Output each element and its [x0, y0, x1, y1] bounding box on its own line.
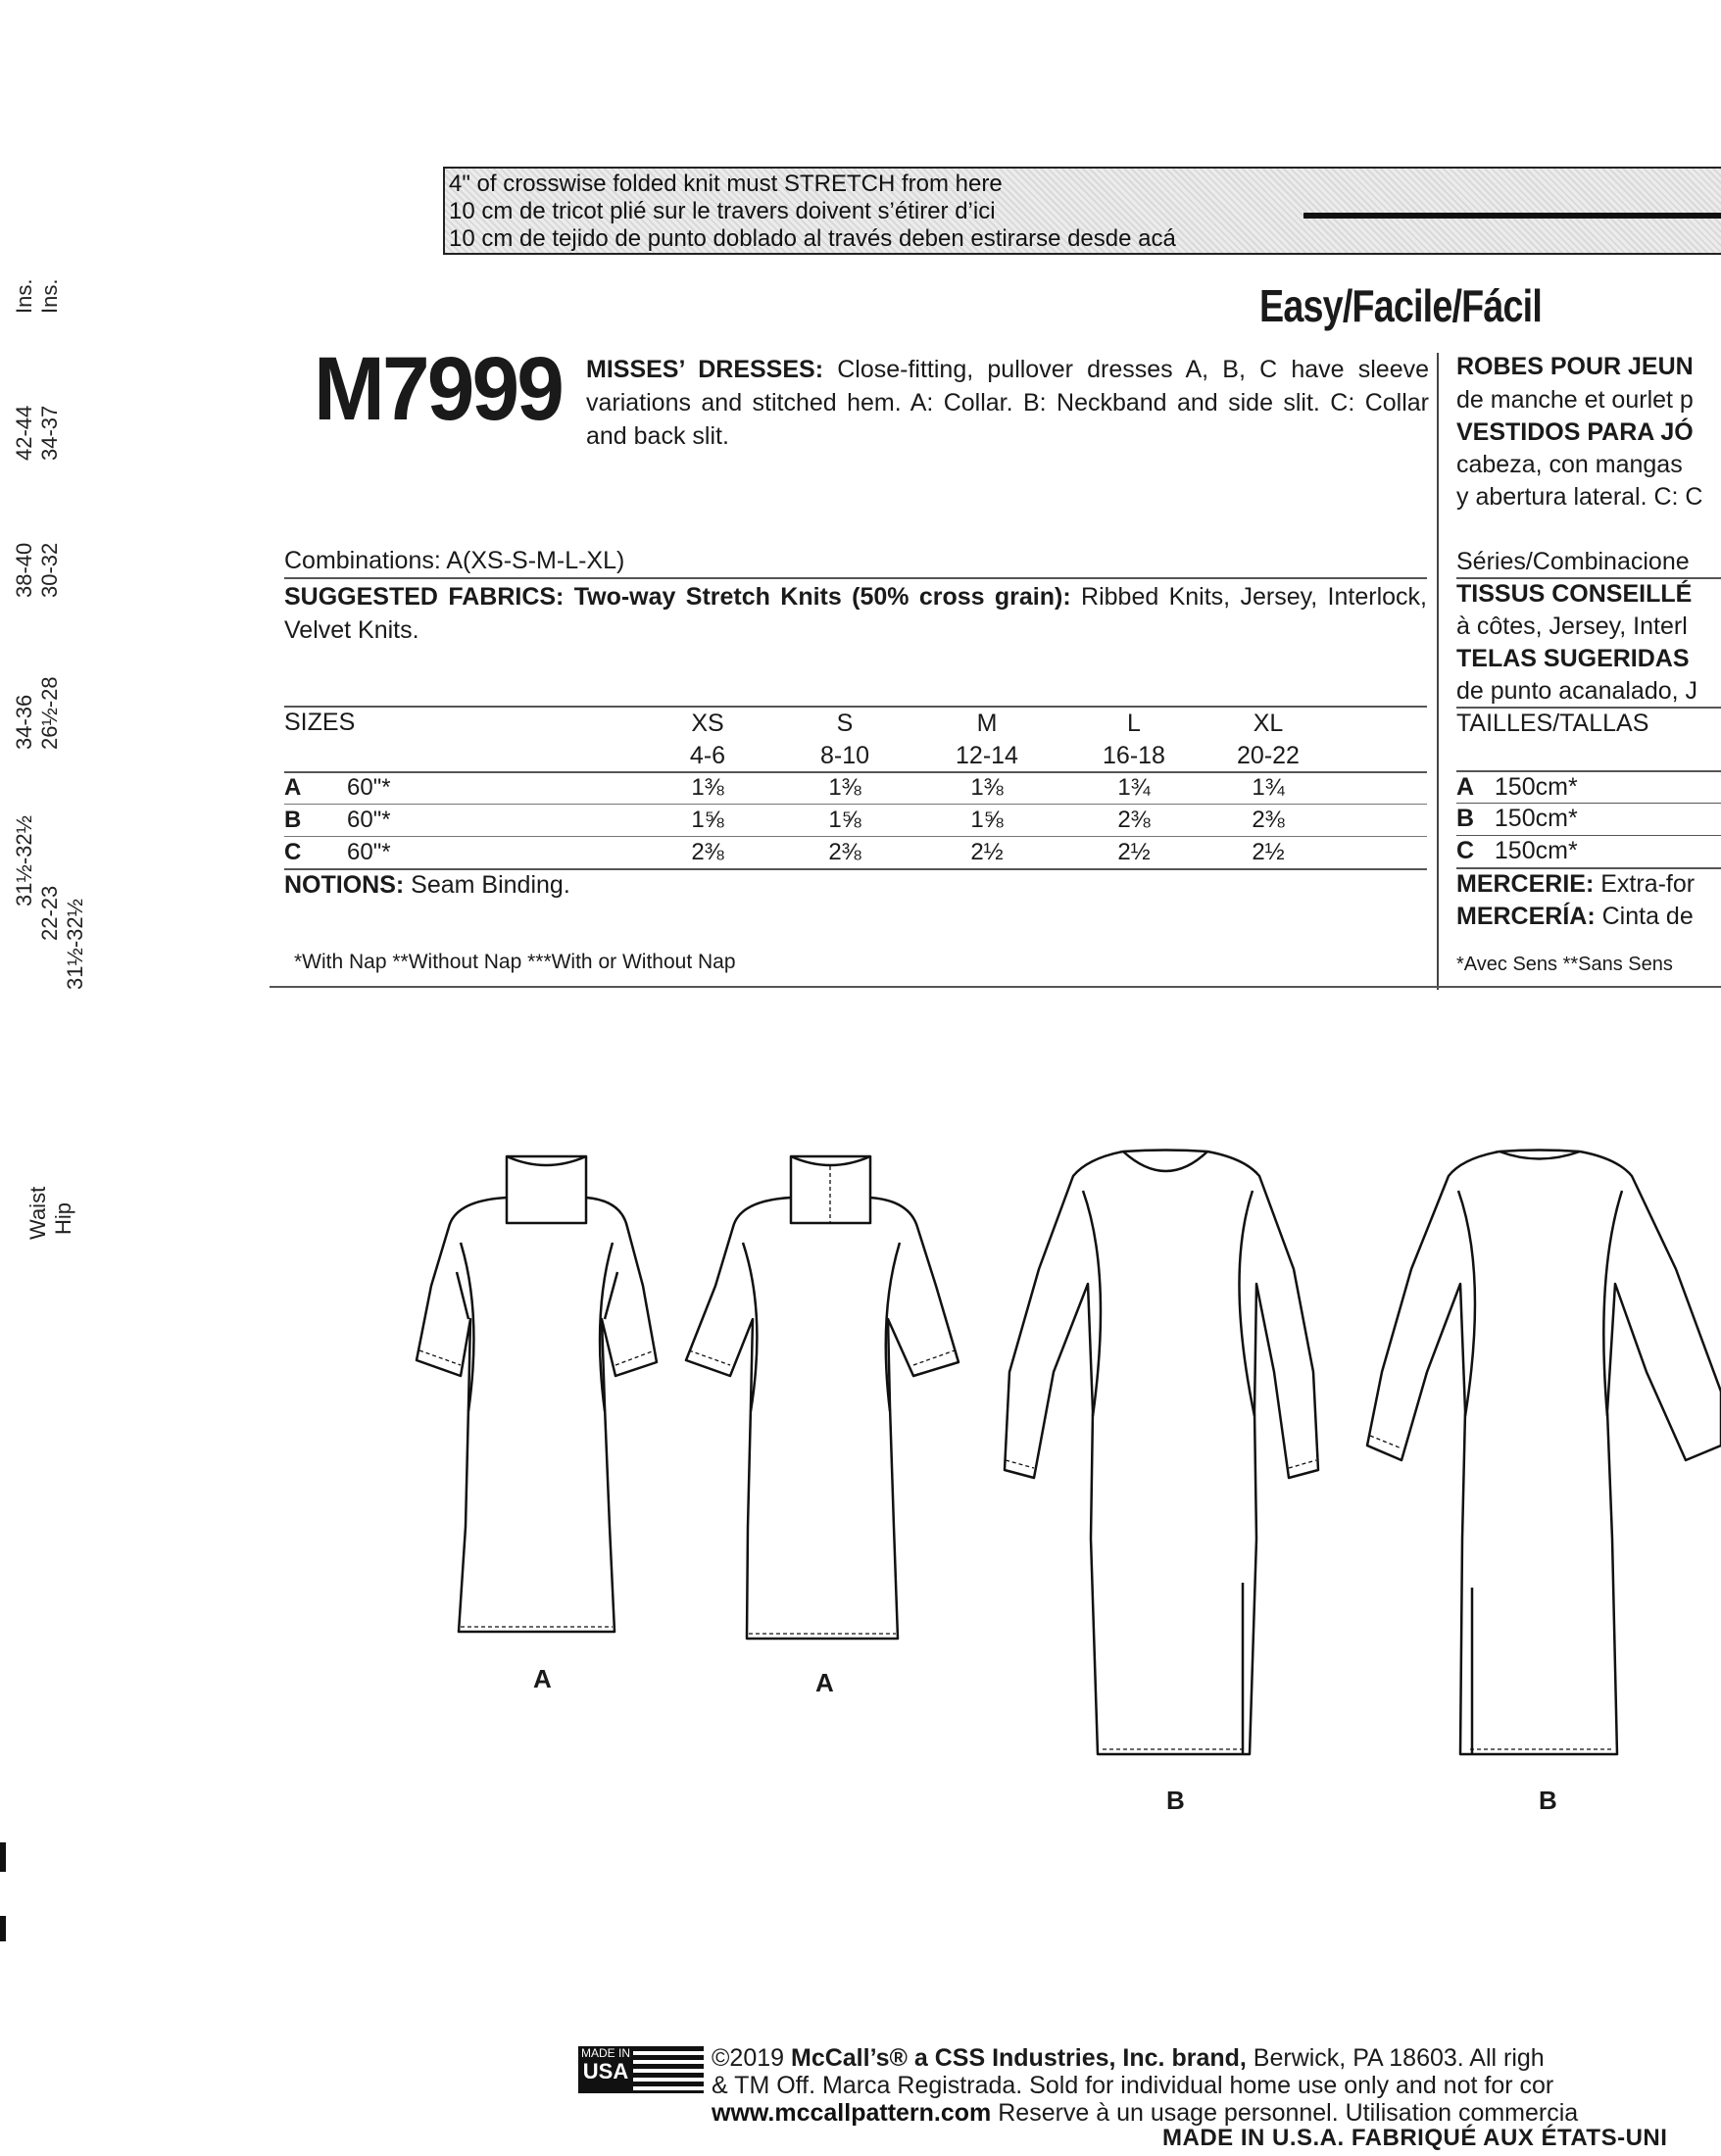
- es-fabrics: TELAS SUGERIDAS: [1456, 645, 1690, 672]
- description-body: Close-fitting, pullover dresses A, B, C have sleeve variations and stitched hem. A: Collar. B: Neckband and side slit. C: Collar and back slit.: [586, 356, 1430, 450]
- fr-nap-note: *Avec Sens **Sans Sens: [1456, 954, 1673, 975]
- size-col-l: L 16-18: [1103, 710, 1165, 769]
- dress-a-front: [417, 1156, 657, 1632]
- measurement-value: 31½-32½: [63, 899, 87, 990]
- fr-size-row: C 150cm*: [1456, 837, 1578, 864]
- measurement-value: 34-37: [37, 405, 62, 461]
- figure-label-a-front: A: [533, 1664, 552, 1693]
- size-row-b: B 60"* 1⅝ 1⅝ 1⅝ 2⅜ 2⅜: [284, 807, 1285, 833]
- stretch-text-es: 10 cm de tejido de punto doblado al través deben estirarse desde acá: [449, 225, 1176, 252]
- made-in-usa-line: MADE IN U.S.A. FABRIQUÉ AUX ÉTATS-UNI: [1162, 2125, 1668, 2151]
- fr-title: ROBES POUR JEUN: [1456, 353, 1694, 380]
- fr-fabrics-list: à côtes, Jersey, Interl: [1456, 612, 1688, 640]
- measurement-value: 34-36: [12, 694, 36, 750]
- fr-size-row: A 150cm*: [1456, 773, 1578, 801]
- waist-label: Waist: [25, 1186, 50, 1240]
- size-row-a: A 60"* 1⅜ 1⅜ 1⅜ 1¾ 1¾: [284, 774, 1285, 801]
- size-col-xs: XS 4-6: [689, 710, 726, 769]
- fr-size-row: B 150cm*: [1456, 805, 1578, 832]
- size-col-xl: XL 20-22: [1237, 710, 1300, 769]
- measurement-value: 31½-32½: [12, 815, 36, 906]
- nap-note: *With Nap **Without Nap ***With or Without Nap: [294, 951, 736, 973]
- fr-combinations: Séries/Combinacione: [1456, 548, 1690, 575]
- es-notions: MERCERÍA: Cinta de: [1456, 903, 1694, 930]
- copyright-line-3: www.mccallpattern.com Reserve à un usage personnel. Utilisation commercia: [712, 2099, 1579, 2127]
- es-fabrics-list: de punto acanalado, J: [1456, 677, 1698, 705]
- dress-a-back: [686, 1156, 959, 1639]
- pattern-number: M7999: [314, 339, 562, 439]
- stretch-bar: [1303, 213, 1721, 219]
- rule: [270, 986, 1721, 988]
- figure-label-b-back: B: [1539, 1786, 1557, 1815]
- made-in-usa-flag: MADE IN USA: [578, 2046, 704, 2093]
- stretch-text-fr: 10 cm de tricot plié sur le travers doivent s’étirer d’ici: [449, 198, 996, 224]
- measurement-value: 42-44: [12, 405, 36, 461]
- fr-line: de manche et ourlet p: [1456, 386, 1694, 414]
- es-title: VESTIDOS PARA JÓ: [1456, 418, 1694, 446]
- suggested-fabrics: SUGGESTED FABRICS: Two-way Stretch Knits (50% cross grain): Ribbed Knits, Jersey, Interlock, Velvet Knits.: [284, 583, 1427, 644]
- measurement-value: 38-40: [12, 542, 36, 598]
- fr-sizes-header: TAILLES/TALLAS: [1456, 710, 1649, 737]
- dress-b-back: [1367, 1151, 1721, 1755]
- fr-fabrics: TISSUS CONSEILLÉ: [1456, 580, 1693, 608]
- edge-mark: [0, 1916, 6, 1941]
- website-link[interactable]: www.mccallpattern.com: [712, 2099, 992, 2127]
- es-line: cabeza, con mangas: [1456, 451, 1683, 478]
- ins-label: Ins.: [37, 278, 62, 314]
- figure-label-b-front: B: [1166, 1786, 1185, 1815]
- notions: NOTIONS: Seam Binding.: [284, 871, 570, 899]
- column-divider: [1437, 353, 1439, 990]
- measurement-value: 30-32: [37, 542, 62, 598]
- difficulty-label: Easy/Facile/Fácil: [1259, 280, 1543, 331]
- fr-notions: MERCERIE: Extra-for: [1456, 870, 1696, 898]
- size-row-c: C 60"* 2⅜ 2⅜ 2½ 2½ 2½: [284, 839, 1285, 865]
- pattern-description: [586, 353, 1429, 453]
- sizes-header: SIZES: [284, 709, 356, 736]
- hip-label: Hip: [51, 1201, 75, 1235]
- size-col-m: M 12-14: [956, 710, 1018, 769]
- garment-illustrations: [0, 1078, 1721, 1862]
- combinations: Combinations: A(XS-S-M-L-XL): [284, 547, 625, 574]
- figure-label-a-back: A: [815, 1668, 834, 1697]
- copyright-line-2: & TM Off. Marca Registrada. Sold for individual home use only and not for cor: [712, 2072, 1554, 2099]
- stretch-text-en: 4" of crosswise folded knit must STRETCH from here: [449, 171, 1003, 197]
- dress-b-front: [1005, 1151, 1318, 1755]
- description-title: MISSES’ DRESSES:: [586, 356, 824, 383]
- rule: [284, 577, 1427, 579]
- copyright-line-1: ©2019 McCall’s® a CSS Industries, Inc. brand, Berwick, PA 18603. All righ: [712, 2044, 1545, 2072]
- stretch-gauge: [443, 167, 1721, 255]
- ins-label: Ins.: [12, 278, 36, 314]
- size-col-s: S 8-10: [819, 710, 870, 769]
- rule: [284, 868, 1427, 870]
- measurement-value: 26½-28: [37, 676, 62, 750]
- es-line: y abertura lateral. C: C: [1456, 483, 1703, 511]
- measurement-value: 22-23: [37, 885, 62, 941]
